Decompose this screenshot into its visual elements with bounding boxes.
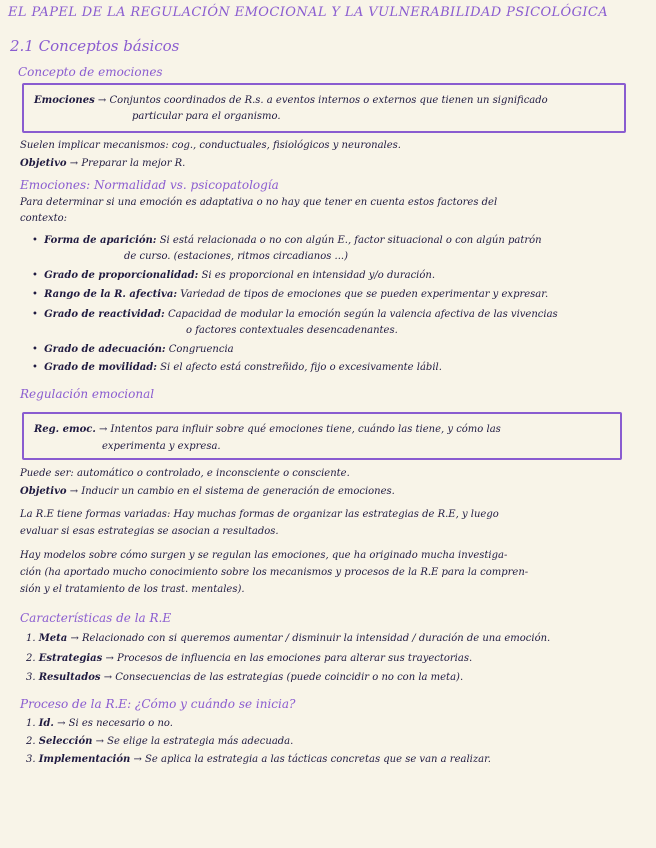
- item-number: 2.: [26, 653, 36, 664]
- regulacion-heading: Regulación emocional: [20, 387, 155, 401]
- item-label: Resultados: [38, 672, 101, 683]
- item-label: Implementación: [38, 754, 131, 765]
- definition-arrow: →: [97, 95, 107, 106]
- factor-item: [32, 309, 558, 320]
- regulacion-box-text-1: → Intentos para influir sobre qué emociones tiene, cuándo las tiene, y cómo las: [99, 424, 501, 435]
- factor-text: Si es proporcional en intensidad y/o duración.: [201, 270, 436, 281]
- caracteristicas-heading: Características de la R.E: [20, 611, 172, 625]
- factor-label: Grado de adecuación:: [44, 344, 166, 355]
- formas-line-2: evaluar si esas estrategias se asocian a resultados.: [20, 526, 279, 537]
- puede-ser-line: Puede ser: automático o controlado, e inconsciente o consciente.: [20, 468, 350, 479]
- definition-box-regulacion: [22, 412, 622, 460]
- proceso-item: [26, 736, 293, 747]
- caracteristica-item: [26, 633, 550, 644]
- item-text: → Si es necesario o no.: [57, 718, 173, 729]
- definition-term: Emociones: [34, 95, 95, 106]
- factor-label: Grado de movilidad:: [44, 362, 157, 373]
- factor-text: Variedad de tipos de emociones que se pueden experimentar y expresar.: [180, 289, 549, 300]
- item-label: Estrategias: [38, 653, 103, 664]
- factor-text-cont: de curso. (estaciones, ritmos circadianos ...): [124, 251, 348, 262]
- item-text: → Relacionado con si queremos aumentar / disminuir la intensidad / duración de una emoción.: [70, 633, 551, 644]
- item-text: → Consecuencias de las estrategias (puede coincidir o no con la meta).: [103, 672, 464, 683]
- factor-item: [32, 270, 435, 281]
- factor-item: [32, 289, 548, 300]
- concepto-heading: Concepto de emociones: [18, 65, 163, 79]
- item-number: 2.: [26, 736, 36, 747]
- modelos-line-2: ción (ha aportado mucho conocimiento sobre los mecanismos y procesos de la R.E para la compren-: [20, 567, 529, 578]
- item-text: → Se elige la estrategia más adecuada.: [95, 736, 294, 747]
- factor-label: Grado de proporcionalidad:: [44, 270, 199, 281]
- objetivo-label: Objetivo: [20, 158, 67, 169]
- regulacion-objetivo-label: Objetivo: [20, 486, 67, 497]
- item-number: 3.: [26, 672, 36, 683]
- objetivo-text: → Preparar la mejor R.: [69, 158, 186, 169]
- factor-text-cont: o factores contextuales desencadenantes.: [186, 325, 398, 336]
- proceso-item: [26, 718, 173, 729]
- definition-text-2: particular para el organismo.: [132, 111, 281, 122]
- factor-item: [32, 235, 542, 246]
- factor-label: Rango de la R. afectiva:: [44, 289, 178, 300]
- regulacion-box-line-1: [34, 424, 501, 435]
- item-number: 3.: [26, 754, 36, 765]
- normalidad-intro-1: Para determinar si una emoción es adaptativa o no hay que tener en cuenta estos factores del: [20, 197, 498, 208]
- normalidad-intro-2: contexto:: [20, 213, 68, 224]
- factor-item: [32, 362, 442, 373]
- regulacion-term: Reg. emoc.: [34, 424, 96, 435]
- formas-line-1: La R.E tiene formas variadas: Hay muchas formas de organizar las estrategias de R.E, y luego: [20, 509, 499, 520]
- item-label: Selección: [38, 736, 93, 747]
- definition-line-1: [34, 95, 548, 106]
- page-title: EL PAPEL DE LA REGULACIÓN EMOCIONAL Y LA VULNERABILIDAD PSICOLÓGICA: [8, 5, 609, 20]
- factor-text: Si el afecto está constreñido, fijo o excesivamente lábil.: [160, 362, 442, 373]
- factor-label: Grado de reactividad:: [44, 309, 165, 320]
- proceso-item: [26, 754, 491, 765]
- definition-text-1: Conjuntos coordinados de R.s. a eventos internos o externos que tienen un significado: [109, 95, 548, 106]
- modelos-line-3: sión y el tratamiento de los trast. mentales).: [20, 584, 245, 595]
- caracteristica-item: [26, 672, 463, 683]
- factor-text: Capacidad de modular la emoción según la valencia afectiva de las vivencias: [167, 309, 558, 320]
- mecanismos-line: Suelen implicar mecanismos: cog., conductuales, fisiológicos y neuronales.: [20, 140, 401, 151]
- factor-text: Congruencia: [168, 344, 234, 355]
- regulacion-objetivo-text: → Inducir un cambio en el sistema de generación de emociones.: [69, 486, 395, 497]
- item-text: → Procesos de influencia en las emociones para alterar sus trayectorias.: [105, 653, 473, 664]
- factor-text: Si está relacionada o no con algún E., factor situacional o con algún patrón: [159, 235, 542, 246]
- item-text: → Se aplica la estrategia a las tácticas concretas que se van a realizar.: [133, 754, 491, 765]
- factor-label: Forma de aparición:: [44, 235, 157, 246]
- item-number: 1.: [26, 718, 36, 729]
- item-label: Id.: [38, 718, 54, 729]
- modelos-line-1: Hay modelos sobre cómo surgen y se regulan las emociones, que ha originado mucha investiga-: [20, 550, 508, 561]
- caracteristica-item: [26, 653, 472, 664]
- item-label: Meta: [38, 633, 68, 644]
- definition-box-emociones: [22, 83, 626, 133]
- normalidad-heading: Emociones: Normalidad vs. psicopatología: [20, 178, 279, 192]
- regulacion-objetivo-line: [20, 486, 395, 497]
- section-heading: 2.1 Conceptos básicos: [10, 37, 180, 55]
- item-number: 1.: [26, 633, 36, 644]
- regulacion-box-text-2: experimenta y expresa.: [102, 441, 221, 452]
- factor-item: [32, 344, 234, 355]
- objetivo-line: [20, 158, 185, 169]
- proceso-heading: Proceso de la R.E: ¿Cómo y cuándo se inicia?: [20, 697, 296, 711]
